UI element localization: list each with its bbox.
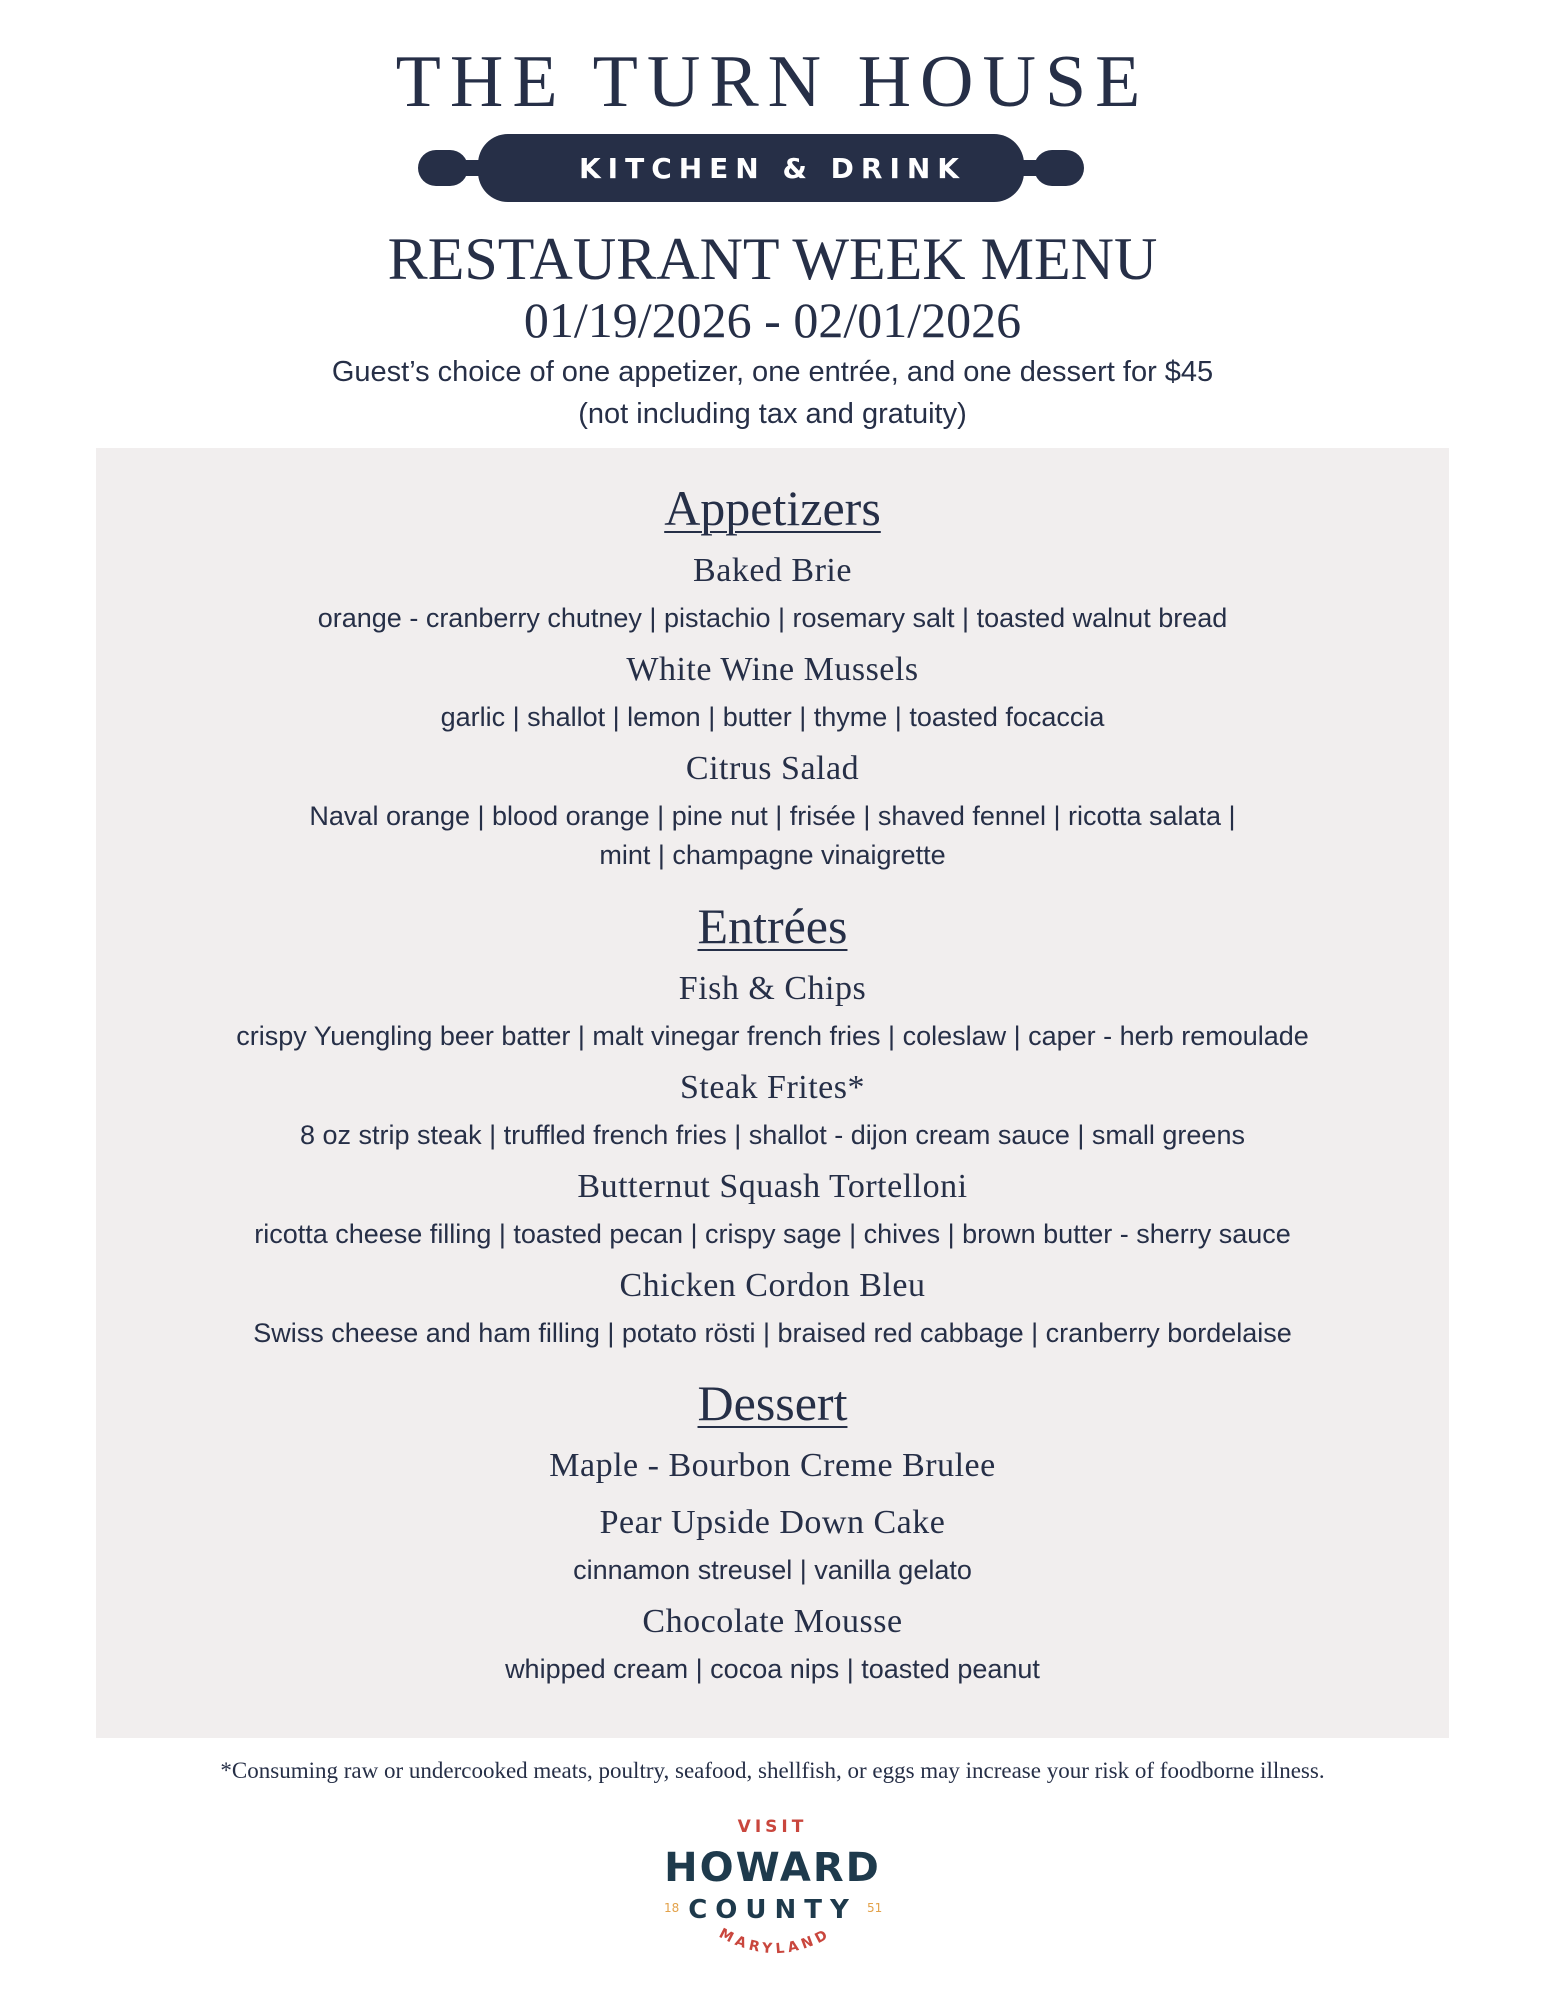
visit-howard-county-logo bbox=[630, 1812, 920, 1972]
section-heading-appetizers: Appetizers bbox=[664, 480, 881, 536]
menu-item-description: ricotta cheese filling | toasted pecan | crispy sage | chives | brown butter - sherry sauce bbox=[254, 1219, 1291, 1249]
food-safety-disclaimer: *Consuming raw or undercooked meats, poultry, seafood, shellfish, or eggs may increase your risk of foodborne illness. bbox=[220, 1758, 1325, 1783]
menu-item-name: Chocolate Mousse bbox=[642, 1603, 903, 1640]
menu-item-name: Butternut Squash Tortelloni bbox=[577, 1168, 968, 1205]
visit-logo-county: COUNTY bbox=[688, 1895, 857, 1925]
visit-logo-maryland: MARYLAND bbox=[716, 1925, 834, 1958]
menu-item-description: cinnamon streusel | vanilla gelato bbox=[573, 1555, 972, 1585]
menu-item-name: Citrus Salad bbox=[685, 750, 860, 787]
menu-item-name: Steak Frites* bbox=[680, 1069, 865, 1106]
visit-logo-howard: HOWARD bbox=[664, 1845, 881, 1891]
restaurant-name: THE TURN HOUSE bbox=[395, 41, 1150, 123]
menu-dates: 01/19/2026 - 02/01/2026 bbox=[523, 292, 1022, 348]
menu-item-name: Chicken Cordon Bleu bbox=[619, 1267, 926, 1304]
visit-logo-visit: VISIT bbox=[737, 1817, 808, 1837]
menu-title: RESTAURANT WEEK MENU bbox=[387, 226, 1158, 292]
menu-item-name: Baked Brie bbox=[693, 552, 852, 589]
offer-note: (not including tax and gratuity) bbox=[578, 398, 967, 430]
menu-item-name: Fish & Chips bbox=[678, 970, 867, 1007]
menu-item-name: Maple - Bourbon Creme Brulee bbox=[549, 1447, 996, 1484]
svg-text:MARYLAND bbox=[716, 1926, 833, 1958]
menu-item-description: whipped cream | cocoa nips | toasted peanut bbox=[505, 1654, 1040, 1684]
menu-item-description: garlic | shallot | lemon | butter | thyme | toasted focaccia bbox=[440, 702, 1105, 732]
menu-item-description: mint | champagne vinaigrette bbox=[599, 840, 946, 870]
visit-logo-year-right: 51 bbox=[867, 1901, 883, 1915]
menu-item-description: Naval orange | blood orange | pine nut | frisée | shaved fennel | ricotta salata | bbox=[309, 801, 1236, 831]
menu-item-name: Pear Upside Down Cake bbox=[599, 1504, 946, 1541]
visit-logo-year-left: 18 bbox=[664, 1901, 680, 1915]
menu-item-description: crispy Yuengling beer batter | malt vinegar french fries | coleslaw | caper - herb remoulade bbox=[236, 1021, 1309, 1051]
offer-text: Guest’s choice of one appetizer, one entrée, and one dessert for $45 bbox=[331, 356, 1214, 388]
menu-item-description: 8 oz strip steak | truffled french fries | shallot - dijon cream sauce | small greens bbox=[300, 1120, 1245, 1150]
section-heading-dessert: Dessert bbox=[697, 1375, 848, 1431]
section-heading-entrees: Entrées bbox=[697, 898, 848, 954]
tagline: KITCHEN & DRINK bbox=[578, 152, 967, 185]
menu-item-name: White Wine Mussels bbox=[626, 651, 919, 688]
menu-item-description: orange - cranberry chutney | pistachio | rosemary salt | toasted walnut bread bbox=[317, 603, 1228, 633]
menu-item-description: Swiss cheese and ham filling | potato rösti | braised red cabbage | cranberry bordelaise bbox=[253, 1318, 1292, 1348]
